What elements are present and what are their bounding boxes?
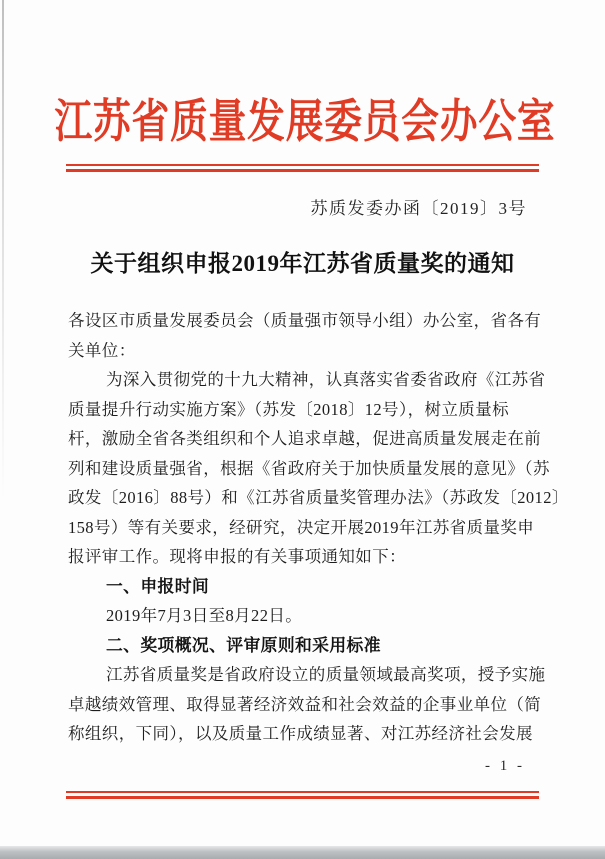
body-line: 卓越绩效管理、取得显著经济效益和社会效益的企事业单位（简 <box>68 694 542 714</box>
body-line: 政发〔2016〕88号）和《江苏省质量奖管理办法》（苏政发〔2012〕 <box>68 488 569 507</box>
body-line: 杆，激励全省各类组织和个人追求卓越，促进高质量发展走在前 <box>68 429 542 448</box>
footer-divider <box>66 791 539 799</box>
body-line: 质量提升行动实施方案》（苏发〔2018〕12号），树立质量标 <box>68 399 509 419</box>
letterhead-org-title: 江苏省质量发展委员会办公室 <box>54 96 556 147</box>
section-heading-2: 二、奖项概况、评审原则和采用标准 <box>106 635 381 655</box>
letterhead-divider <box>66 164 539 172</box>
document-reference-number: 苏质发委办函〔2019〕3号 <box>310 199 527 218</box>
document-title: 关于组织申报2019年江苏省质量奖的通知 <box>90 251 515 276</box>
scan-edge-bottom <box>0 846 605 859</box>
page-number: - 1 - <box>485 758 525 774</box>
body-line: 称组织，下同），以及质量工作成绩显著、对江苏经济社会发展 <box>68 724 533 743</box>
body-line: 列和建设质量强省，根据《省政府关于加快质量发展的意见》（苏 <box>68 458 550 478</box>
body-line: 158号）等有关要求，经研究，决定开展2019年江苏省质量奖申 <box>68 517 535 537</box>
body-line: 各设区市质量发展委员会（质量强市领导小组）办公室，省各有 <box>68 311 542 330</box>
body-line: 2019年7月3日至8月22日。 <box>106 606 303 625</box>
section-heading-1: 一、申报时间 <box>106 576 210 596</box>
document-body <box>68 306 569 749</box>
body-line: 关单位： <box>68 340 136 360</box>
body-line: 为深入贯彻党的十九大精神，认真落实省委省政府《江苏省 <box>106 370 546 389</box>
body-line: 报评审工作。现将申报的有关事项通知如下： <box>68 547 406 566</box>
body-line: 江苏省质量奖是省政府设立的质量领域最高奖项，授予实施 <box>106 665 546 684</box>
